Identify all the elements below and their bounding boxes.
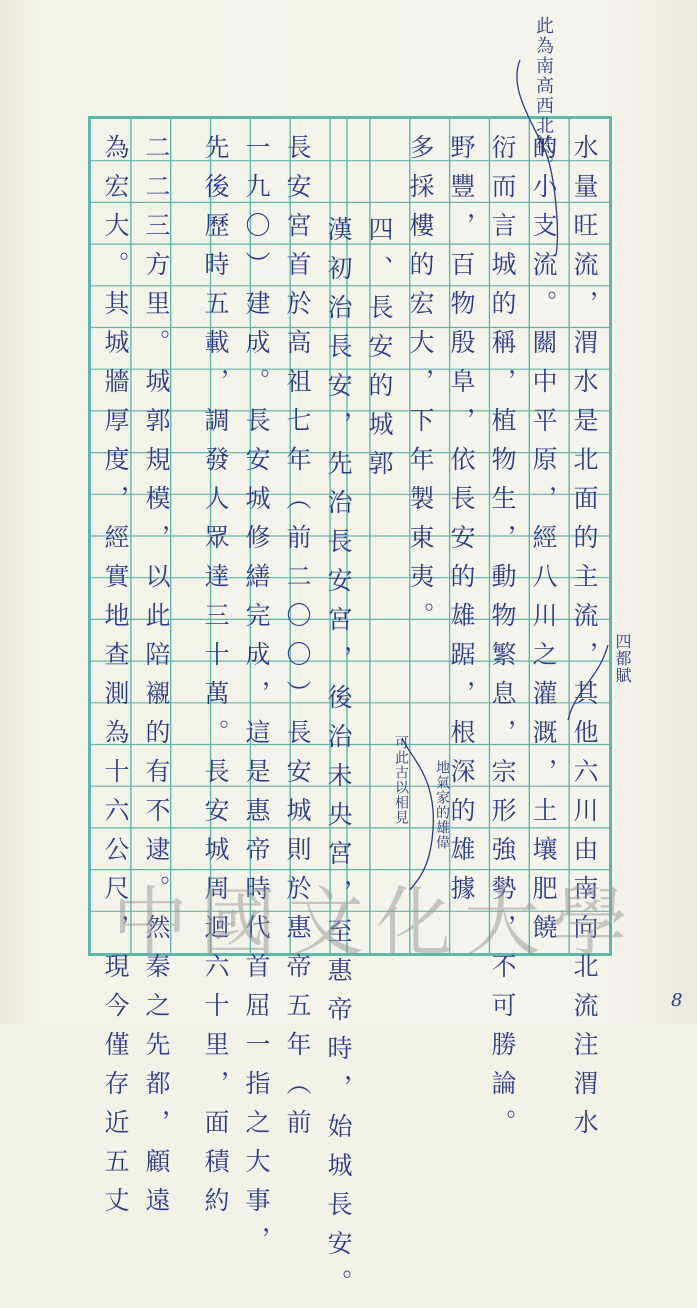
column-2: 的小支流。關中平原，經八川之灌溉，土壤肥饒: [529, 134, 558, 953]
margin-note-top: 此為南高西北低。: [533, 16, 554, 176]
margin-note-right: 四都賦: [613, 633, 632, 684]
column-7: 四、長安的城郭: [365, 216, 394, 489]
column-5: 多採樓的宏大，下年製東夷。: [406, 134, 435, 641]
column-11: 先後歷時五載，調發人眾達三十萬。長安城周迴六十里，面積約: [201, 134, 230, 1226]
column-3: 衍而言城的稱，植物生，動物繁息，宗形強勢，不可勝論。: [488, 134, 517, 1148]
inline-note-2: 地氣家的雄偉: [434, 760, 450, 850]
inline-note: 可此古以相見: [393, 735, 409, 825]
watermark: 中國文化大學: [112, 878, 640, 967]
page-number: 8: [671, 990, 683, 1011]
column-13: 為宏大。其城牆厚度，經實地查測為十六公尺，現今僅存近五丈: [101, 134, 130, 1226]
column-12: 二二三方里。城郭規模，以此陪襯的有不逮。然秦之先都，顧遠: [142, 134, 171, 1226]
column-1: 水量旺流，渭水是北面的主流，其他六川由南向北流注渭水: [570, 134, 599, 1148]
column-4: 野豐，百物殷阜，依長安的雄踞，根深的雄據: [447, 134, 476, 914]
column-10: 一九〇）建成。長安城修繕完成，這是惠帝時代首屈一指之大事，: [242, 134, 271, 1265]
column-9: 長安宮首於高祖七年（前二〇〇）長安城則於惠帝五年（前: [283, 134, 312, 1148]
column-8: 漢初治長安，先治長安宮，後治未央宮，至惠帝時，始城長安。: [324, 216, 353, 1308]
